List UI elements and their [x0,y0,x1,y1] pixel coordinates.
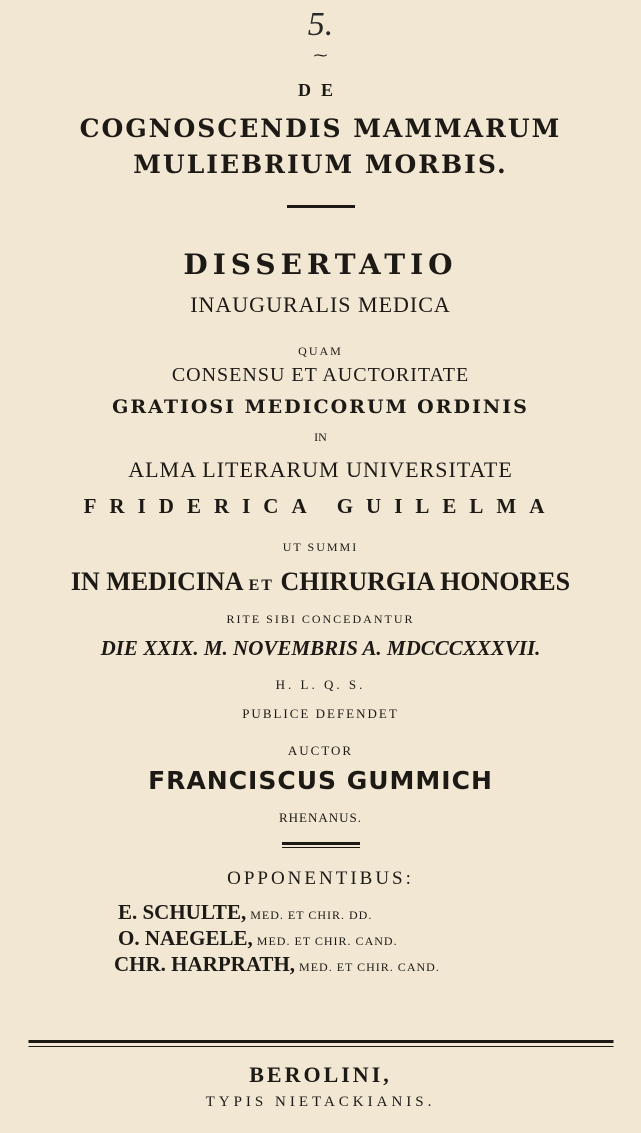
divider-rule-thick [282,842,360,845]
opponent-degree: MED. ET CHIR. CAND. [256,934,398,948]
imprint-rule-thick [28,1040,613,1043]
opponent-name: CHR. HARPRATH, [114,952,296,976]
title-line-2: MULIEBRIUM MORBIS. [133,150,508,179]
divider-rule-thin [282,847,360,848]
gratiosi-line: GRATIOSI MEDICORUM ORDINIS [112,396,529,418]
hlqs-line: H. L. Q. S. [275,677,366,692]
honores-part-b: CHIRURGIA HONORES [280,567,571,596]
in-line: IN [314,430,327,444]
honores-et: ET [248,577,274,594]
imprint-city: BEROLINI, [249,1062,392,1087]
opponent-degree: MED. ET CHIR. CAND. [299,960,440,974]
opponent-name: O. NAEGELE, [118,926,253,950]
university-name: FRIDERICA GUILELMA [83,494,558,518]
opponents-heading: OPPONENTIBUS: [227,868,414,889]
divider-rule [287,205,355,208]
auctor-line: AUCTOR [287,743,354,758]
honores-part-a: IN MEDICINA [70,567,243,596]
dissertatio-heading: DISSERTATIO [183,248,458,281]
alma-line: ALMA LITERARUM UNIVERSITATE [128,457,513,482]
opponent-row [118,926,398,951]
opponent-degree: MED. ET CHIR. DD. [250,908,373,922]
opponent-row [118,900,372,925]
rite-line: RITE SIBI CONCEDANTUR [226,612,415,626]
flourish-ornament: ⁓ [313,49,328,64]
handwritten-shelfmark: 5. [307,6,334,43]
title-de: DE [297,80,343,100]
date-line: DIE XXIX. M. NOVEMBRIS A. MDCCCXXXVII. [100,636,541,660]
publice-line: PUBLICE DEFENDET [242,706,399,721]
consensu-line: CONSENSU ET AUCTORITATE [171,364,470,386]
imprint-rule-thin [28,1046,613,1047]
author-origin: RHENANUS. [278,810,363,825]
opponent-name: E. SCHULTE, [118,900,247,924]
honores-line [0,567,641,597]
title-line-1: COGNOSCENDIS MAMMARUM [79,114,562,143]
quam-line: QUAM [298,344,343,358]
opponent-row [114,952,440,977]
ut-summi-line: UT SUMMI [282,540,359,554]
author-name: FRANCISCUS GUMMICH [148,766,493,795]
inauguralis-line: INAUGURALIS MEDICA [190,292,451,317]
imprint-printer: TYPIS NIETACKIANIS. [205,1094,436,1110]
